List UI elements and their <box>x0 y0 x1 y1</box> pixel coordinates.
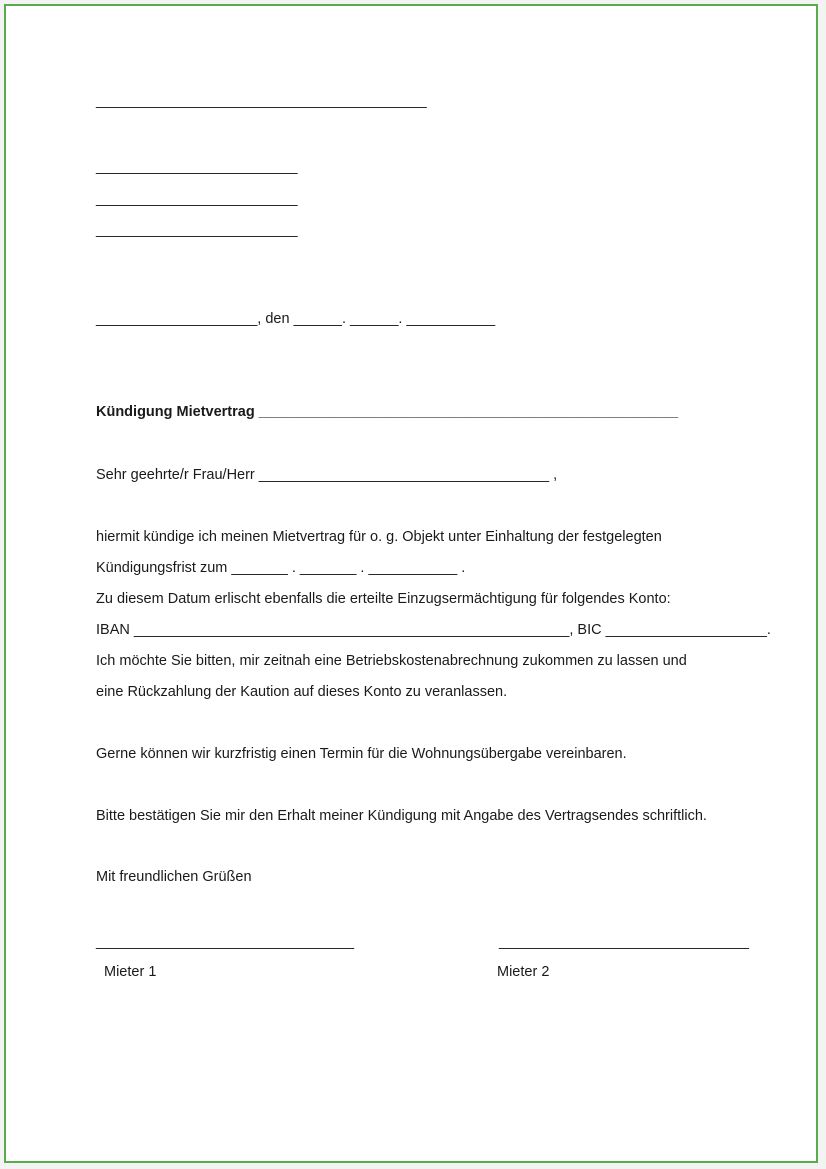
body-line-1: hiermit kündige ich meinen Mietvertrag für o. g. Objekt unter Einhaltung der festgelegten <box>96 529 662 545</box>
sender-address-line-2: _________________________ <box>96 191 298 207</box>
subject-label: Kündigung Mietvertrag <box>96 404 255 420</box>
signature-label-tenant-2: Mieter 2 <box>497 964 550 980</box>
body-line-8: Bitte bestätigen Sie mir den Erhalt meiner Kündigung mit Angabe des Vertragsendes schriftlich. <box>96 808 707 824</box>
closing: Mit freundlichen Grüßen <box>96 869 252 885</box>
sender-name-line: _________________________________________ <box>96 93 427 109</box>
subject-line <box>96 403 678 421</box>
signature-line-tenant-1: ________________________________ <box>96 934 355 950</box>
signature-label-tenant-1: Mieter 1 <box>104 964 157 980</box>
date-line: ____________________, den ______. ______. ___________ <box>96 311 496 327</box>
body-line-6: eine Rückzahlung der Kaution auf dieses Konto zu veranlassen. <box>96 684 508 700</box>
salutation: Sehr geehrte/r Frau/Herr ____________________________________ , <box>96 467 558 483</box>
body-line-7: Gerne können wir kurzfristig einen Termin für die Wohnungsübergabe vereinbaren. <box>96 746 627 762</box>
body-line-4: IBAN ______________________________________________________, BIC ____________________. <box>96 622 771 638</box>
body-line-5: Ich möchte Sie bitten, mir zeitnah eine Betriebskostenabrechnung zukommen zu lassen und <box>96 653 687 669</box>
sender-address-line-3: _________________________ <box>96 222 298 238</box>
body-line-2: Kündigungsfrist zum _______ . _______ . ___________ . <box>96 560 466 576</box>
signature-line-tenant-2: _______________________________ <box>499 934 749 950</box>
body-line-3: Zu diesem Datum erlischt ebenfalls die erteilte Einzugsermächtigung für folgendes Konto: <box>96 591 671 607</box>
sender-address-line-1: _________________________ <box>96 159 298 175</box>
subject-blank: ____________________________________________________ <box>258 404 679 420</box>
document-page <box>4 4 818 1163</box>
